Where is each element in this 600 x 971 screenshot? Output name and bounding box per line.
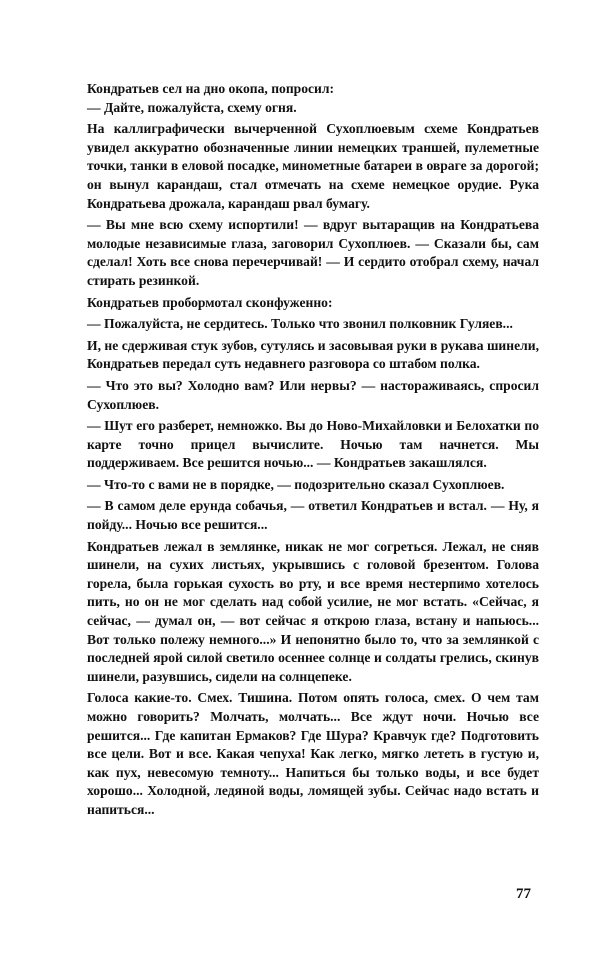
paragraph: Кондратьев сел на дно окопа, попросил:: [87, 81, 335, 96]
paragraph: — Пожалуйста, не сердитесь. Только что звонил полковник Гуляев...: [87, 316, 513, 332]
paragraph: Голоса какие-то. Смех. Тишина. Потом опять голоса, смех. О чем там можно говорить? Молчать, молчать... Все ждут ночи. Ночью все решится... Где капитан Ермаков? Где Шура? Кравчук где? Подготовить все цели. Вот и все. Какая чепуха! Как легко, мягко лететь в густую и, как пух, невесомую темноту... Напиться бы только воды, и все будет хорошо... Холодной, ледяной воды, ломящей зубы. Сейчас надо встать и напиться...: [87, 690, 539, 817]
paragraph: — Что это вы? Холодно вам? Или нервы? — настораживаясь, спросил Сухоплюев.: [87, 377, 539, 412]
paragraph: — Дайте, пожалуйста, схему огня.: [87, 99, 297, 115]
paragraph: И, не сдерживая стук зубов, сутулясь и засовывая руки в рукава шинели, Кондратьев передал суть недавнего разговора со штабом полка.: [87, 337, 539, 372]
paragraph: — Что-то с вами не в порядке, — подозрительно сказал Сухоплюев.: [87, 476, 505, 492]
page-number: 77: [516, 886, 531, 902]
paragraph: — В самом деле ерунда собачья, — ответил Кондратьев и встал. — Ну, я пойду... Ночью все решится...: [87, 498, 539, 533]
book-page: [87, 80, 539, 820]
paragraph: — Шут его разберет, немножко. Вы до Ново-Михайловки и Белохатки по карте точно прицел вычислите. Ночью там начнется. Мы поддерживаем. Все решится ночью... — Кондратьев закашлялся.: [87, 418, 539, 471]
paragraph: Кондратьев пробормотал сконфуженно:: [87, 294, 333, 310]
paragraph: Кондратьев лежал в землянке, никак не мог согреться. Лежал, не сняв шинели, на сухих листьях, укрывшись с головой брезентом. Голова горела, была горькая сухость во рту, и все время нестерпимо хотелось пить, но он не мог сделать над собой усилие, не мог встать. «Сейчас, я сейчас, — думал он, — вот сейчас я открою глаза, встану и напьюсь... Вот только полежу немного...» И непонятно было то, что за землянкой с последней ярой силой светило осеннее солнце и солдаты грелись, скинув шинели, разувшись, сидели на солнцепеке.: [87, 538, 539, 684]
paragraph: На каллиграфически вычерченной Сухоплюевым схеме Кондратьев увидел аккуратно обозначенные линии немецких траншей, пулеметные точки, танки в еловой посадке, минометные батареи в овраге за дорогой; он вынул карандаш, стал отмечать на схеме немецкое орудие. Рука Кондратьева дрожала, карандаш рвал бумагу.: [87, 121, 539, 211]
paragraph: — Вы мне всю схему испортили! — вдруг вытаращив на Кондратьева молодые независимые глаза, заговорил Сухоплюев. — Сказали бы, сам сделал! Хоть все снова перечерчивай! — И сердито отобрал схему, начал стирать резинкой.: [87, 217, 539, 288]
